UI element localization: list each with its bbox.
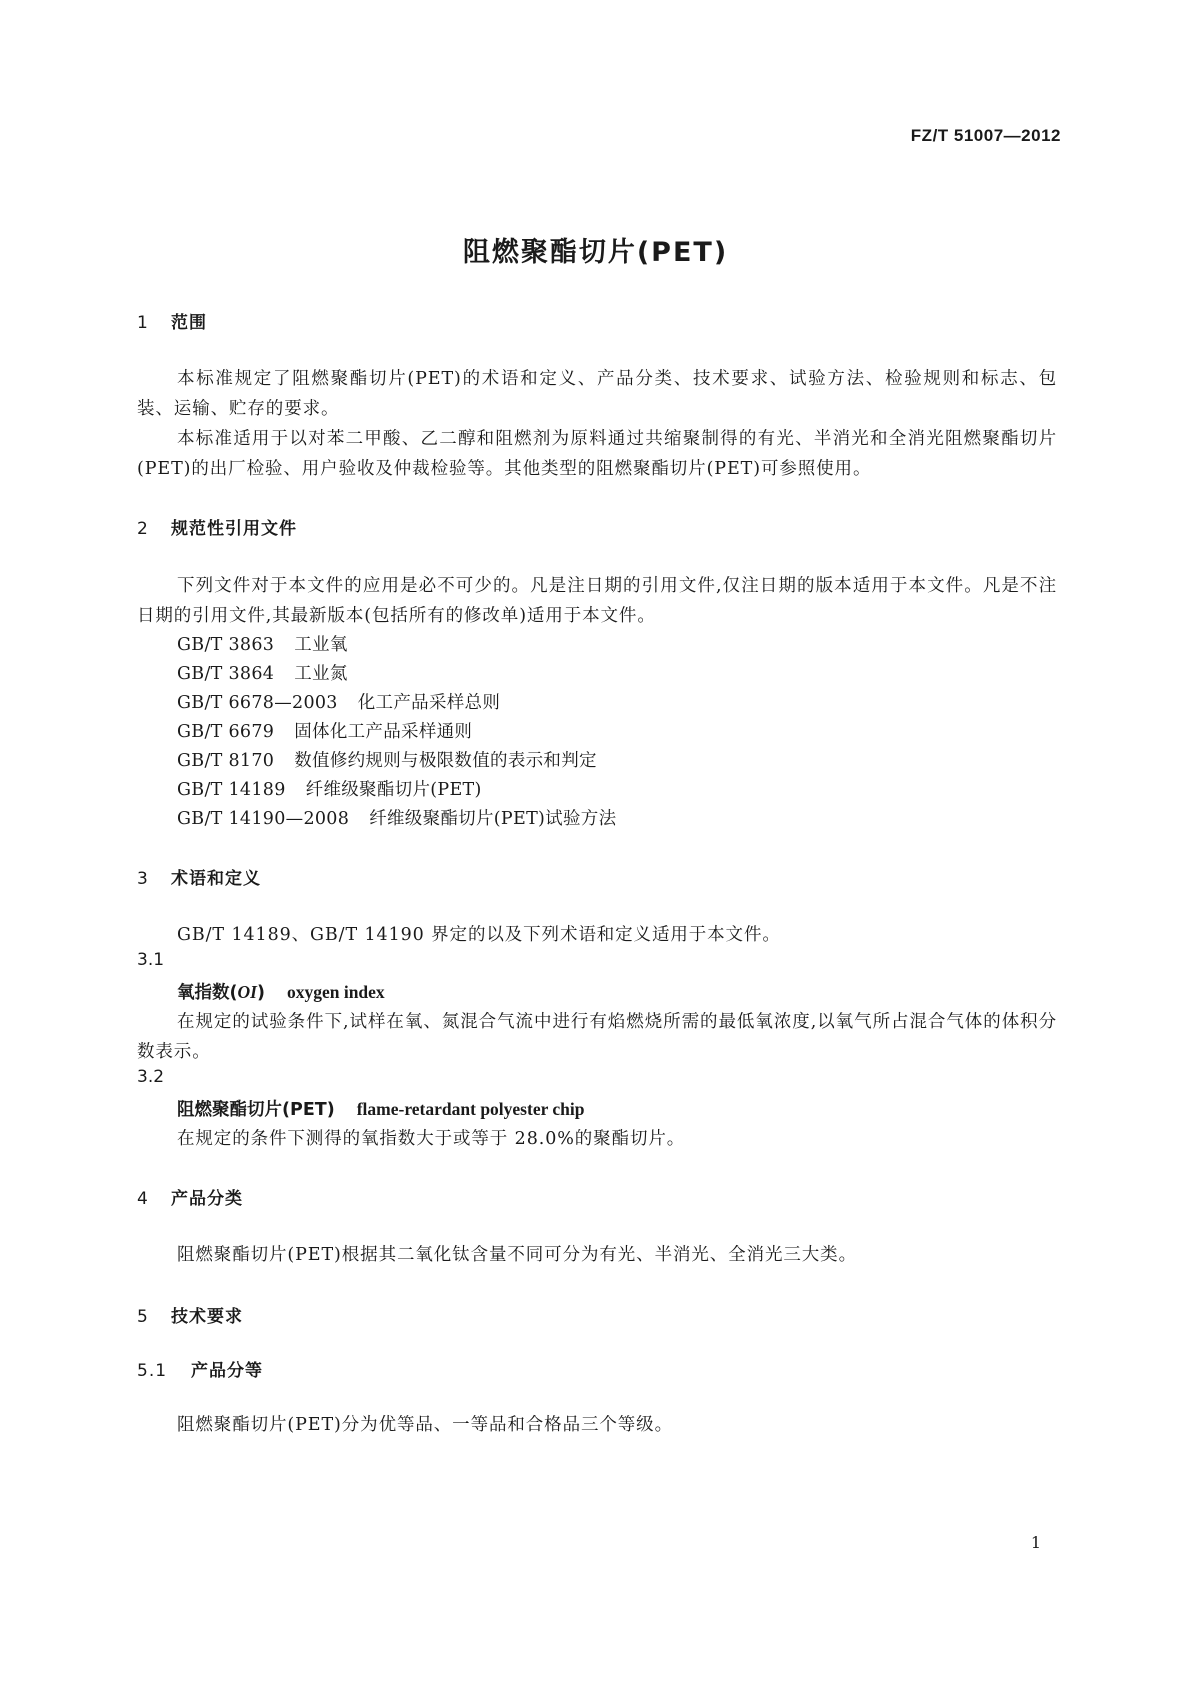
term-number: 3.1 bbox=[137, 950, 165, 970]
standard-code: FZ/T 51007—2012 bbox=[910, 126, 1061, 145]
subsection-title: 产品分等 bbox=[191, 1361, 263, 1381]
section-3-intro: GB/T 14189、GB/T 14190 界定的以及下列术语和定义适用于本文件。 bbox=[177, 925, 781, 945]
section-2-heading bbox=[137, 514, 297, 539]
section-number: 5 bbox=[137, 1307, 149, 1327]
section-2-intro: 下列文件对于本文件的应用是必不可少的。凡是注日期的引用文件,仅注日期的版本适用于本文件。凡是不注日期的引用文件,其最新版本(包括所有的修改单)适用于本文件。 bbox=[137, 576, 1057, 626]
reference-name: 固体化工产品采样通则 bbox=[294, 722, 473, 742]
term-english: oxygen index bbox=[286, 982, 385, 1002]
subsection-5-1-text: 阻燃聚酯切片(PET)分为优等品、一等品和合格品三个等级。 bbox=[177, 1415, 673, 1435]
term-number: 3.2 bbox=[137, 1067, 165, 1087]
reference-item bbox=[177, 747, 597, 772]
reference-name: 化工产品采样总则 bbox=[357, 693, 501, 713]
reference-code: GB/T 3864 bbox=[177, 664, 275, 684]
reference-name: 纤维级聚酯切片(PET)试验方法 bbox=[369, 809, 617, 829]
subsection-5-1-heading bbox=[137, 1356, 263, 1381]
subsection-number: 5.1 bbox=[137, 1361, 168, 1381]
term-definition: 在规定的试验条件下,试样在氧、氮混合气流中进行有焰燃烧所需的最低氧浓度,以氧气所占混合气体的体积分数表示。 bbox=[137, 1012, 1057, 1062]
section-title: 技术要求 bbox=[171, 1307, 243, 1327]
reference-code: GB/T 14189 bbox=[177, 780, 286, 800]
reference-name: 纤维级聚酯切片(PET) bbox=[305, 780, 482, 800]
reference-code: GB/T 8170 bbox=[177, 751, 275, 771]
section-title: 产品分类 bbox=[171, 1189, 243, 1209]
section-4-text: 阻燃聚酯切片(PET)根据其二氧化钛含量不同可分为有光、半消光、全消光三大类。 bbox=[177, 1245, 857, 1265]
term-english: flame-retardant polyester chip bbox=[356, 1099, 585, 1119]
section-4-heading bbox=[137, 1184, 243, 1209]
reference-item bbox=[177, 689, 500, 714]
section-number: 4 bbox=[137, 1189, 149, 1209]
section-number: 3 bbox=[137, 869, 149, 889]
section-title: 范围 bbox=[171, 313, 207, 333]
reference-item bbox=[177, 631, 348, 656]
reference-name: 工业氮 bbox=[294, 664, 348, 684]
reference-item bbox=[177, 660, 348, 685]
section-1-paragraph-1: 本标准规定了阻燃聚酯切片(PET)的术语和定义、产品分类、技术要求、试验方法、检验规则和标志、包装、运输、贮存的要求。 bbox=[137, 369, 1057, 419]
section-number: 2 bbox=[137, 519, 149, 539]
section-number: 1 bbox=[137, 313, 149, 333]
section-3-heading bbox=[137, 864, 261, 889]
reference-item bbox=[177, 718, 472, 743]
section-1-heading bbox=[137, 308, 207, 333]
reference-item bbox=[177, 776, 482, 801]
document-title: 阻燃聚酯切片(PET) bbox=[462, 237, 729, 268]
term-chinese: 阻燃聚酯切片(PET) bbox=[177, 1100, 335, 1120]
page-number: 1 bbox=[1030, 1533, 1041, 1552]
term-heading bbox=[177, 1096, 585, 1121]
reference-code: GB/T 6678—2003 bbox=[177, 693, 338, 713]
section-5-heading bbox=[137, 1302, 243, 1327]
reference-name: 数值修约规则与极限数值的表示和判定 bbox=[294, 751, 597, 771]
section-title: 术语和定义 bbox=[171, 869, 261, 889]
reference-name: 工业氧 bbox=[294, 635, 348, 655]
reference-code: GB/T 6679 bbox=[177, 722, 275, 742]
term-heading bbox=[177, 979, 385, 1004]
reference-code: GB/T 14190—2008 bbox=[177, 809, 350, 829]
reference-code: GB/T 3863 bbox=[177, 635, 275, 655]
reference-item bbox=[177, 805, 616, 830]
section-title: 规范性引用文件 bbox=[171, 519, 297, 539]
term-definition: 在规定的条件下测得的氧指数大于或等于 28.0%的聚酯切片。 bbox=[177, 1129, 686, 1149]
term-chinese: 氧指数(OI) bbox=[177, 982, 265, 1003]
section-1-paragraph-2: 本标准适用于以对苯二甲酸、乙二醇和阻燃剂为原料通过共缩聚制得的有光、半消光和全消光阻燃聚酯切片(PET)的出厂检验、用户验收及仲裁检验等。其他类型的阻燃聚酯切片(PET)可参照使用。 bbox=[137, 429, 1057, 479]
